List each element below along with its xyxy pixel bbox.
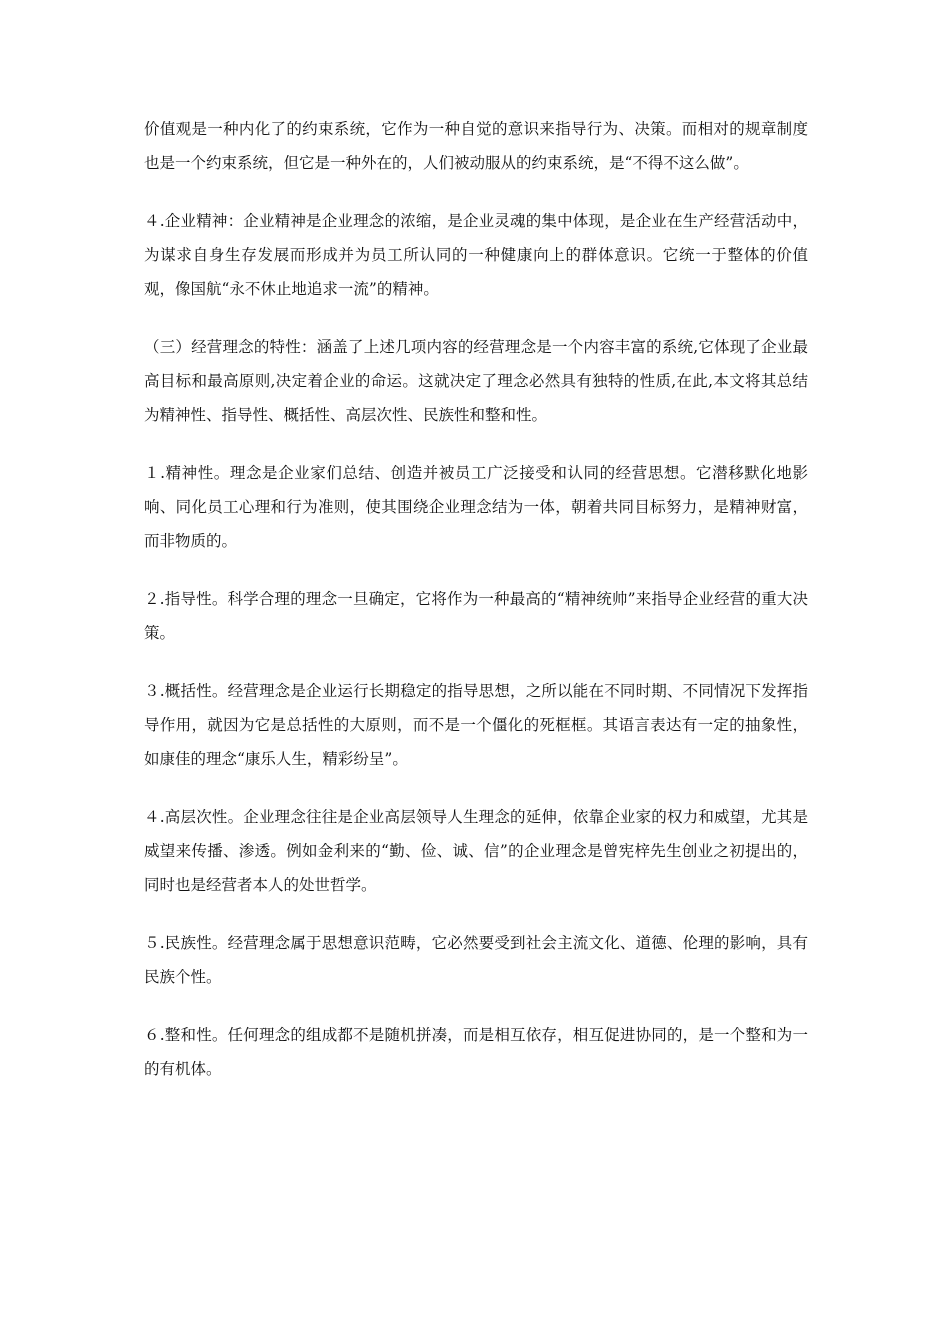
paragraph-integrity: ６.整和性。任何理念的组成都不是随机拼凑，而是相互依存，相互促进协同的，是一个整和为一的有机体。	[144, 1026, 808, 1078]
paragraph-values-constraint: 价值观是一种内化了的约束系统，它作为一种自觉的意识来指导行为、决策。而相对的规章制度也是一个约束系统，但它是一种外在的，人们被动服从的约束系统，是“不得不这么做”。	[144, 120, 808, 172]
paragraph-guidance: ２.指导性。科学合理的理念一旦确定，它将作为一种最高的“精神统帅”来指导企业经营的重大决策。	[144, 590, 808, 642]
paragraph-nationality: ５.民族性。经营理念属于思想意识范畴，它必然要受到社会主流文化、道德、伦理的影响，具有民族个性。	[144, 934, 808, 986]
document-page	[144, 112, 808, 1110]
paragraph-enterprise-spirit: ４.企业精神：企业精神是企业理念的浓缩，是企业灵魂的集中体现，是企业在生产经营活动中，为谋求自身生存发展而形成并为员工所认同的一种健康向上的群体意识。它统一于整体的价值观，像国航“永不休止地追求一流”的精神。	[144, 212, 808, 298]
paragraph-concept-characteristics: （三）经营理念的特性：涵盖了上述几项内容的经营理念是一个内容丰富的系统,它体现了企业最高目标和最高原则,决定着企业的命运。这就决定了理念必然具有独特的性质,在此,本文将其总结为精神性、指导性、概括性、高层次性、民族性和整和性。	[144, 338, 808, 424]
paragraph-high-level: ４.高层次性。企业理念往往是企业高层领导人生理念的延伸，依靠企业家的权力和威望，尤其是威望来传播、渗透。例如金利来的“勤、俭、诚、信”的企业理念是曾宪梓先生创业之初提出的，同时也是经营者本人的处世哲学。	[144, 808, 808, 894]
paragraph-generality: ３.概括性。经营理念是企业运行长期稳定的指导思想，之所以能在不同时期、不同情况下发挥指导作用，就因为它是总括性的大原则，而不是一个僵化的死框框。其语言表达有一定的抽象性，如康佳的理念“康乐人生，精彩纷呈”。	[144, 682, 808, 768]
paragraph-spirituality: １.精神性。理念是企业家们总结、创造并被员工广泛接受和认同的经营思想。它潜移默化地影响、同化员工心理和行为准则，使其围绕企业理念结为一体，朝着共同目标努力，是精神财富，而非物质的。	[144, 464, 808, 550]
